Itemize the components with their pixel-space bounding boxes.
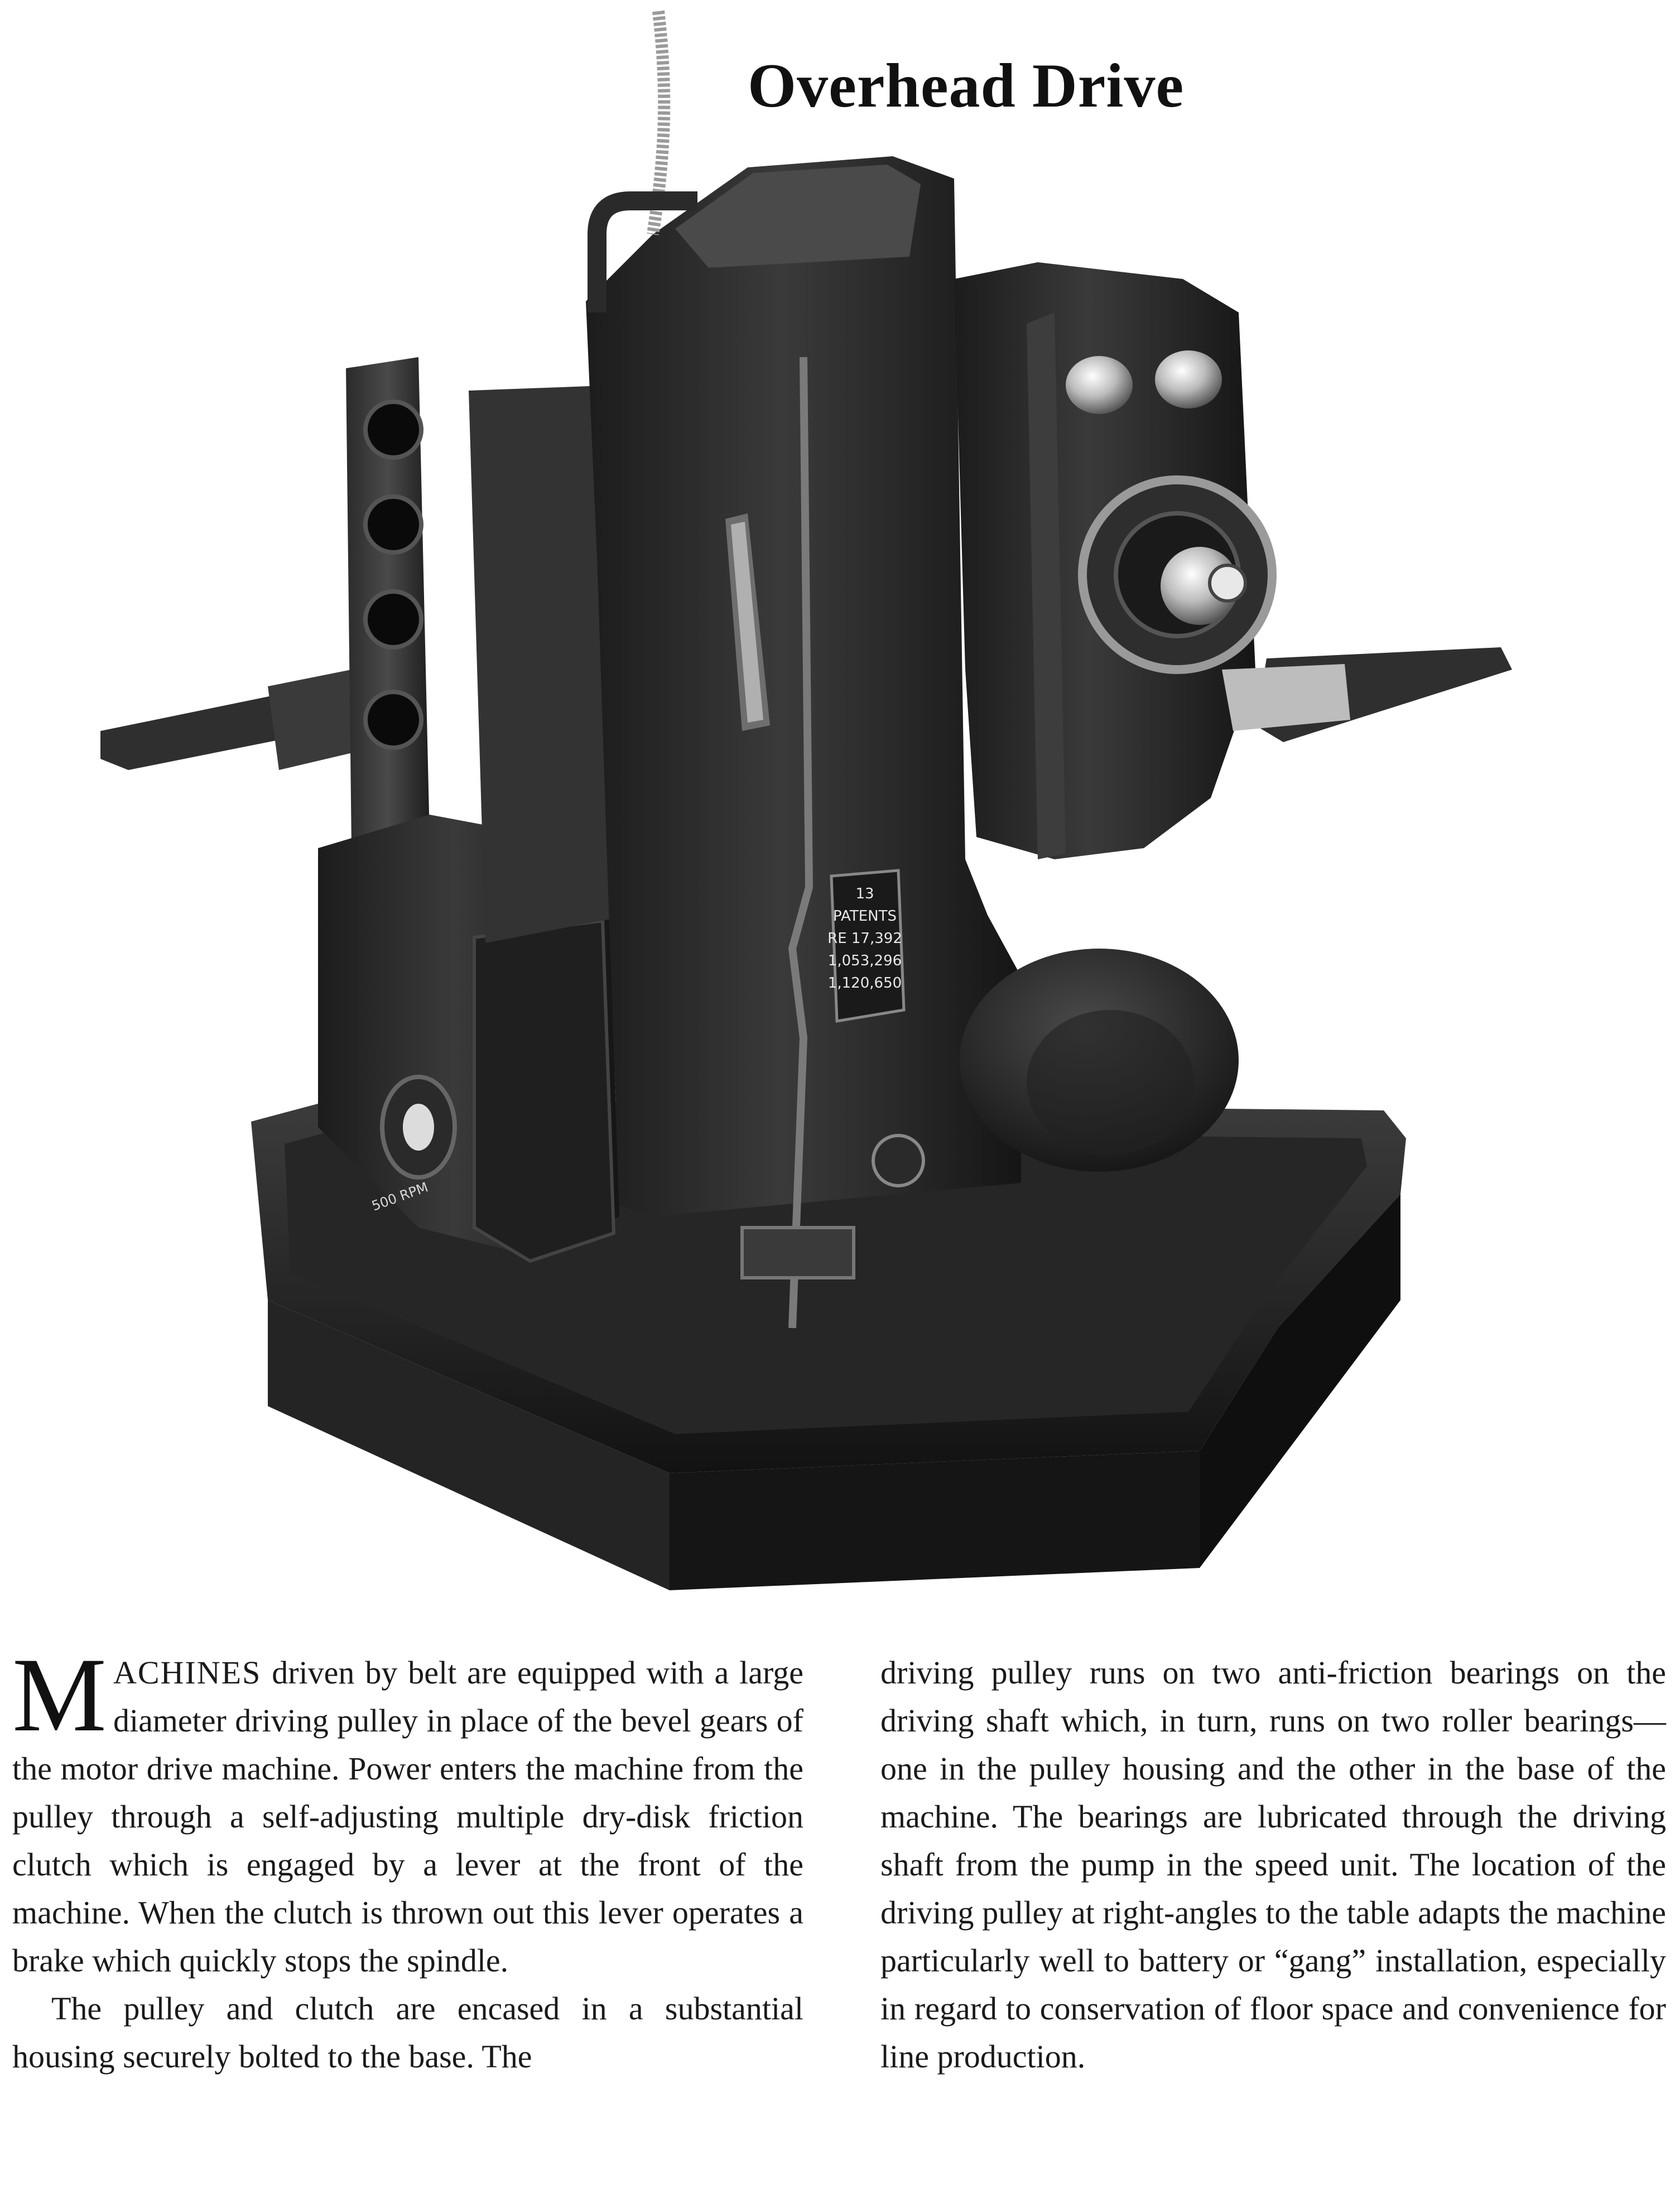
spindle-head — [954, 262, 1272, 859]
paragraph-text: driven by belt are equipped with a large diameter driving pulley in place of the bevel gears of the motor drive machine. Power enters the machine from the pulley through a self-adjusting multiple dry-disk friction clutch which is engaged by a lever at the front of the machine. When the clutch is thrown out this lever operates a brake which quickly stops the spindle. — [12, 1654, 803, 1979]
lead-word: ACHINES — [113, 1654, 262, 1691]
nameplate-line: PATENTS — [833, 908, 897, 925]
page-title: Overhead Drive — [748, 51, 1185, 121]
body-text-right-column — [880, 1649, 1666, 2081]
nameplate-line: RE 17,392 — [827, 930, 902, 947]
right-table-wing — [1222, 647, 1512, 742]
body-text-left-column — [12, 1637, 803, 2081]
patent-nameplate — [827, 870, 904, 1021]
body-paragraph: driving pulley runs on two anti-friction bearings on the driving shaft which, in turn, runs on two roller bearings—one in the pulley housing and the other in the base of the machine. The bearings are lubricated through the driving shaft from the pump in the speed unit. The location of the driving pulley at right-angles to the table adapts the machine particularly well to battery or “gang” installation, especially in regard to conservation of floor space and convenience for line production. — [880, 1654, 1666, 2075]
nameplate-line: 1,053,296 — [827, 952, 902, 969]
left-table-wing — [100, 670, 374, 770]
body-paragraph — [12, 1637, 803, 1985]
nameplate-line: 1,120,650 — [827, 975, 902, 992]
motor-cover — [960, 949, 1239, 1172]
motor-rpm-label: 500 RPM — [369, 1179, 430, 1214]
left-tower — [346, 357, 430, 848]
drop-cap: M — [12, 1637, 107, 1754]
body-paragraph: The pulley and clutch are encased in a substantial housing securely bolted to the base. The — [12, 1990, 803, 2075]
machine-photograph — [84, 0, 1601, 1596]
nameplate-line: 13 — [855, 886, 874, 902]
